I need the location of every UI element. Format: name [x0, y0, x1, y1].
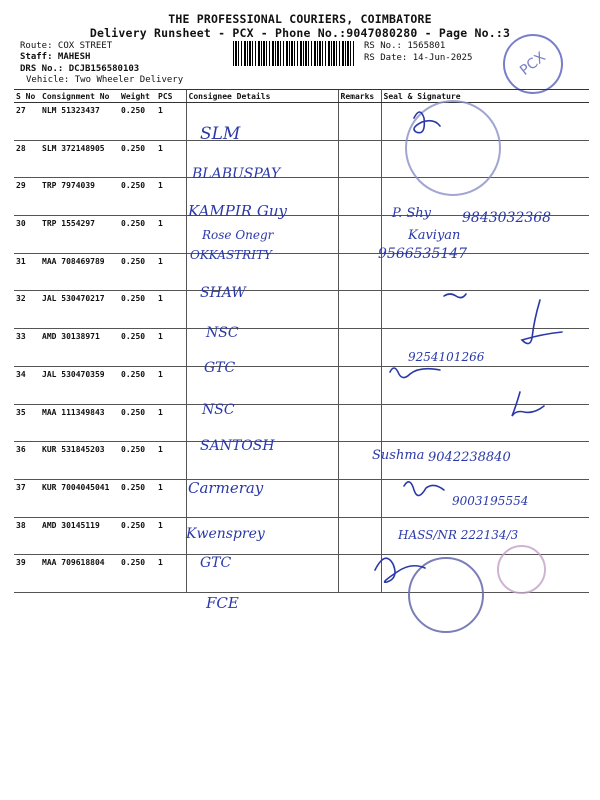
- cell-consignment: JAL 530470359: [40, 366, 119, 404]
- signature-scribble: [375, 558, 425, 582]
- handwritten-signature: Sushma: [372, 448, 425, 463]
- handwritten-consignee: NSC: [206, 325, 239, 341]
- cell-pcs: 1: [156, 555, 186, 593]
- cell-pcs: 1: [156, 291, 186, 329]
- cell-sno: 34: [14, 366, 40, 404]
- rs-number: RS No.: 1565801: [364, 41, 446, 51]
- cell-sno: 27: [14, 103, 40, 141]
- handwritten-consignee: Kwensprey: [186, 526, 265, 542]
- handwritten-consignee: FCE: [206, 594, 239, 612]
- cell-pcs: 1: [156, 404, 186, 442]
- col-sno: S No: [14, 90, 40, 103]
- handwritten-consignee: OKKASTRITY: [190, 248, 272, 262]
- cell-pcs: 1: [156, 479, 186, 517]
- cell-weight: 0.250: [119, 253, 156, 291]
- signature-scribble: [390, 368, 440, 378]
- vehicle-info: Vehicle: Two Wheeler Delivery: [26, 75, 184, 85]
- cell-pcs: 1: [156, 329, 186, 367]
- handwritten-consignee: GTC: [200, 555, 232, 571]
- cell-pcs: 1: [156, 366, 186, 404]
- cell-weight: 0.250: [119, 103, 156, 141]
- cell-pcs: 1: [156, 103, 186, 141]
- handwritten-consignee: SHAW: [200, 285, 246, 301]
- col-signature: Seal & Signature: [381, 90, 589, 103]
- cell-weight: 0.250: [119, 178, 156, 216]
- route-info: Route: COX STREET: [20, 41, 113, 51]
- handwritten-phone: 9566535147: [378, 246, 468, 262]
- handwritten-note: HASS/NR 222134/3: [398, 528, 519, 542]
- handwritten-signature: Kaviyan: [408, 228, 461, 243]
- cell-consignment: TRP 7974039: [40, 178, 119, 216]
- cell-weight: 0.250: [119, 329, 156, 367]
- cell-sno: 35: [14, 404, 40, 442]
- cell-consignment: AMD 30138971: [40, 329, 119, 367]
- cell-sno: 31: [14, 253, 40, 291]
- drs-info: DRS No.: DCJB156580103: [20, 64, 140, 74]
- cell-consignment: JAL 530470217: [40, 291, 119, 329]
- runsheet-subtitle: Delivery Runsheet - PCX - Phone No.:9047080280 - Page No.:3: [89, 26, 511, 40]
- cell-weight: 0.250: [119, 517, 156, 555]
- cell-sno: 32: [14, 291, 40, 329]
- handwritten-phone: 9003195554: [452, 494, 529, 508]
- col-weight: Weight: [119, 90, 156, 103]
- handwritten-phone: 9254101266: [408, 350, 485, 364]
- cell-weight: 0.250: [119, 291, 156, 329]
- cell-consignment: MAA 709618804: [40, 555, 119, 593]
- signature-scribble: [522, 300, 562, 344]
- signature-scribble: [414, 112, 440, 133]
- cell-sno: 29: [14, 178, 40, 216]
- staff-info: Staff: MAHESH: [20, 52, 91, 62]
- col-remarks: Remarks: [338, 90, 381, 103]
- cell-sno: 39: [14, 555, 40, 593]
- signature-scribble: [444, 294, 466, 298]
- handwritten-consignee: Rose Onegr: [202, 228, 274, 242]
- cell-pcs: 1: [156, 140, 186, 178]
- cell-weight: 0.250: [119, 555, 156, 593]
- col-consignment: Consignment No: [40, 90, 119, 103]
- cell-sno: 33: [14, 329, 40, 367]
- signature-scribble: [404, 482, 444, 496]
- cell-consignment: SLM 372148905: [40, 140, 119, 178]
- signature-scribble: [512, 392, 544, 416]
- handwritten-signature: P. Shy: [392, 206, 431, 221]
- cell-weight: 0.250: [119, 216, 156, 254]
- handwritten-consignee: Carmeray: [188, 479, 264, 497]
- cell-pcs: 1: [156, 178, 186, 216]
- col-consignee: Consignee Details: [186, 90, 338, 103]
- handwritten-consignee: BLABUSPAY: [192, 166, 281, 182]
- cell-consignment: TRP 1554297: [40, 216, 119, 254]
- cell-sno: 37: [14, 479, 40, 517]
- handwritten-phone: 9042238840: [428, 450, 511, 465]
- cell-consignment: AMD 30145119: [40, 517, 119, 555]
- cell-sno: 30: [14, 216, 40, 254]
- handwritten-phone: 9843032368: [462, 210, 552, 226]
- handwritten-consignee: SLM: [200, 124, 241, 144]
- cell-weight: 0.250: [119, 366, 156, 404]
- cell-pcs: 1: [156, 216, 186, 254]
- cell-consignment: NLM 51323437: [40, 103, 119, 141]
- cell-weight: 0.250: [119, 442, 156, 480]
- rs-date: RS Date: 14-Jun-2025: [364, 53, 473, 63]
- cell-pcs: 1: [156, 253, 186, 291]
- handwritten-consignee: NSC: [202, 402, 235, 418]
- cell-sno: 38: [14, 517, 40, 555]
- cell-sno: 36: [14, 442, 40, 480]
- company-title: THE PROFESSIONAL COURIERS, COIMBATORE: [168, 12, 432, 26]
- col-pcs: PCS: [156, 90, 186, 103]
- cell-weight: 0.250: [119, 479, 156, 517]
- handwritten-consignee: GTC: [204, 360, 236, 376]
- cell-consignment: MAA 111349843: [40, 404, 119, 442]
- cell-consignment: KUR 531845203: [40, 442, 119, 480]
- cell-weight: 0.250: [119, 140, 156, 178]
- handwritten-consignee: KAMPIR Guy: [188, 202, 287, 220]
- cell-weight: 0.250: [119, 404, 156, 442]
- cell-pcs: 1: [156, 442, 186, 480]
- cell-sno: 28: [14, 140, 40, 178]
- cell-consignment: MAA 708469789: [40, 253, 119, 291]
- cell-consignment: KUR 7004045041: [40, 479, 119, 517]
- pcx-stamp: PCX: [491, 22, 575, 106]
- cell-pcs: 1: [156, 517, 186, 555]
- handwritten-consignee: SANTOSH: [200, 438, 275, 454]
